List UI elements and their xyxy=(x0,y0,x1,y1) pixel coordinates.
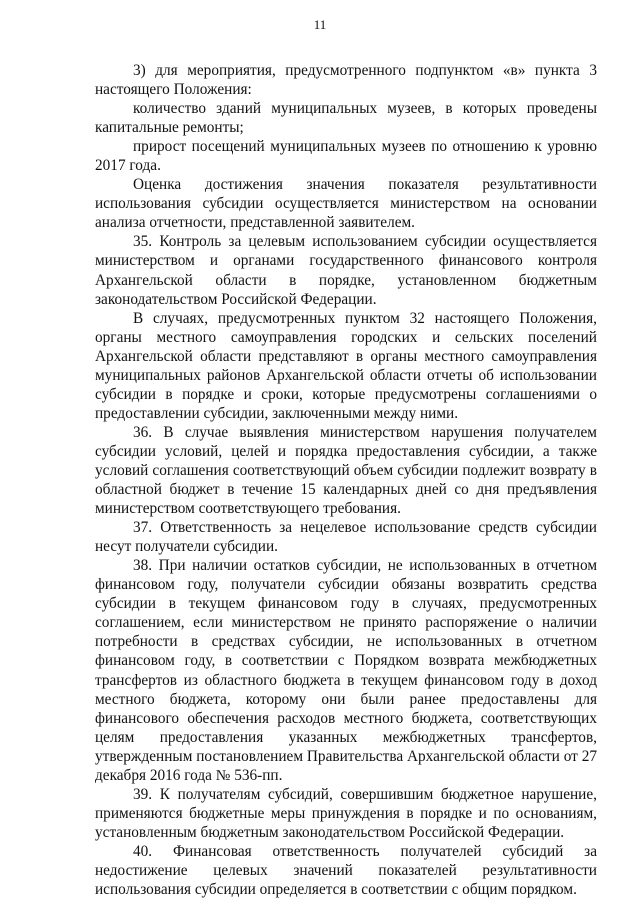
paragraph: 3) для мероприятия, предусмотренного подпунктом «в» пункта 3 настоящего Положения: xyxy=(95,62,597,99)
paragraph: Оценка достижения значения показателя результативности использования субсидии осуществляется министерством на основании анализа отчетности, представленной заявителем. xyxy=(95,176,597,232)
paragraph-37: 37. Ответственность за нецелевое использование средств субсидии несут получатели субсидии. xyxy=(95,519,597,556)
paragraph-36: 36. В случае выявления министерством нарушения получателем субсидии условий, целей и порядка предоставления субсидии, а также условий соглашения соответствующий объем субсидии подлежит возврату в областной бюджет в течение 15 календарных дней со дня предъявления министерством соответствующего требования. xyxy=(95,423,597,518)
page-number: 11 xyxy=(313,17,327,32)
document-body xyxy=(95,61,597,899)
paragraph-38: 38. При наличии остатков субсидии, не использованных в отчетном финансовом году, получатели субсидии обязаны возвратить средства субсидии в текущем финансовом году в случаях, предусмотренных соглашением, если министерством не принято распоряжение о наличии потребности в средствах субсидии, не использованных в отчетном финансовом году, в соответствии с Порядком возврата межбюджетных трансфертов из областного бюджета в текущем финансовом году в доход местного бюджета, которому они были ранее предоставлены для финансового обеспечения расходов местного бюджета, соответствующих целям предоставления указанных межбюджетных трансфертов, утвержденным постановлением Правительства Архангельской области от 27 декабря 2016 года № 536-пп. xyxy=(95,557,597,784)
paragraph-39: 39. К получателям субсидий, совершившим бюджетное нарушение, применяются бюджетные меры принуждения в порядке и по основаниям, установленным бюджетным законодательством Российской Федерации. xyxy=(95,785,597,841)
paragraph-35: 35. Контроль за целевым использованием субсидии осуществляется министерством и органами государственного финансового контроля Архангельской области в порядке, установленном бюджетным законодательством Российской Федерации. xyxy=(95,233,597,308)
paragraph: В случаях, предусмотренных пунктом 32 настоящего Положения, органы местного самоуправления городских и сельских поселений Архангельской области представляют в органы местного самоуправления муниципальных районов Архангельской области отчеты об использовании субсидии в порядке и сроки, которые предусмотрены соглашениями о предоставлении субсидии, заключенными между ними. xyxy=(95,309,597,422)
paragraph: прирост посещений муниципальных музеев по отношению к уровню 2017 года. xyxy=(95,138,597,175)
paragraph-40: 40. Финансовая ответственность получателей субсидий за недостижение целевых значений показателей результативности использования субсидии определяется в соответствии с общим порядком. xyxy=(95,842,597,899)
paragraph: количество зданий муниципальных музеев, в которых проведены капитальные ремонты; xyxy=(95,100,597,137)
